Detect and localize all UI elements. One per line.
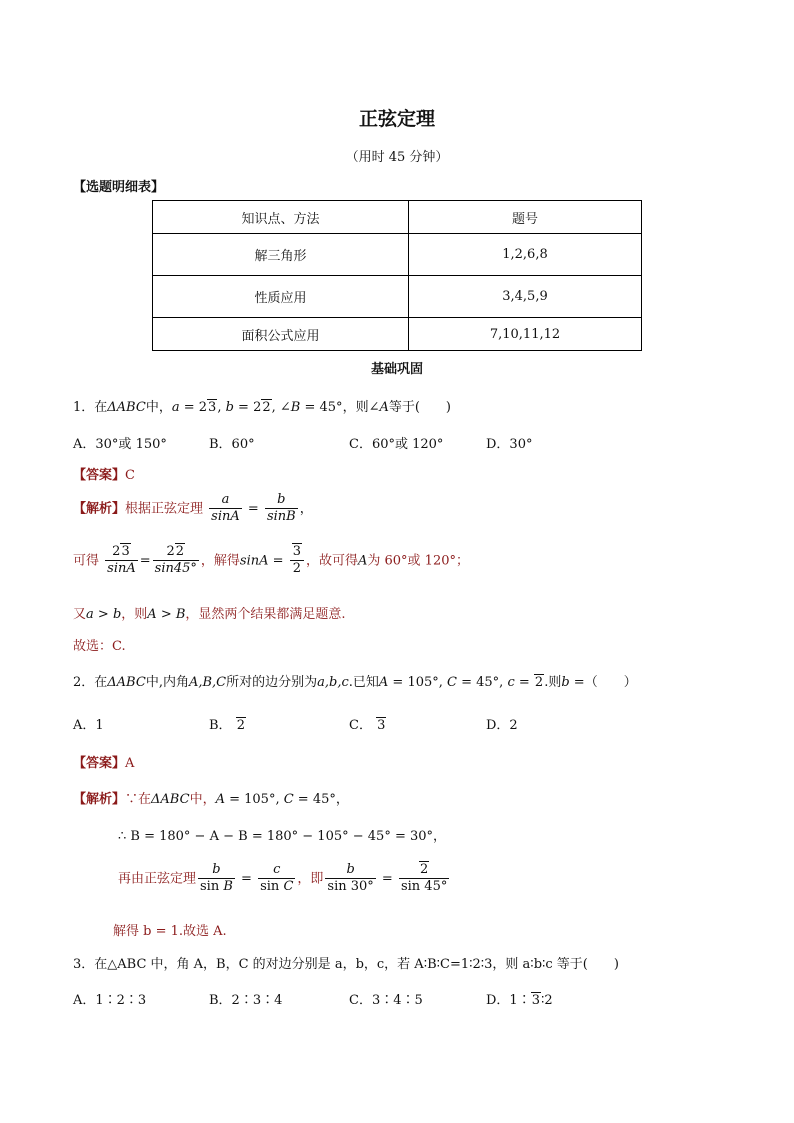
q1-stem: 1．在ΔABC中，a = 23, b = 22, ∠B = 45°，则∠A等于( ) (73, 400, 452, 415)
q1-option-d: D．30° (486, 437, 533, 452)
table-row (153, 276, 642, 318)
table-cell: 3,4,5,9 (409, 276, 642, 318)
table-cell: 面积公式应用 (153, 318, 409, 351)
q2-option-c: C． 3 (349, 718, 386, 733)
q3-option-c: C．3∶4∶5 (349, 993, 423, 1008)
q2-option-d: D．2 (486, 718, 518, 733)
q1-option-a: A．30°或 150° (73, 437, 167, 452)
q3-option-b: B．2∶3∶4 (209, 993, 283, 1008)
q3-option-a: A．1∶2∶3 (73, 993, 147, 1008)
section-heading: 基础巩固 (370, 362, 423, 377)
q1-analysis-line2: 可得 $\frac{23}{\sin A}$ = $\frac{22}{\sin 45^\circ}$ ，解得sinA = $\frac{3}{2}$ ，故可得A为 60°或 120°； (73, 544, 469, 577)
topic-table (152, 200, 642, 351)
q1-option-b: B．60° (209, 437, 255, 452)
q2-analysis-line4: 解得 b = 1.故选 A. (113, 924, 227, 939)
table-cell: 1,2,6,8 (409, 234, 642, 276)
table-header-row (153, 201, 642, 234)
q2-analysis-line2: ∴ B = 180° − A − B = 180° − 105° − 45° = 30°， (118, 829, 447, 844)
table-label: 【选题明细表】 (73, 180, 165, 195)
q3-option-d: D．1∶3∶2 (486, 993, 553, 1008)
q2-analysis-line1: 【解析】∵在ΔABC中，A = 105°, C = 45°， (73, 792, 349, 807)
table-cell: 性质应用 (153, 276, 409, 318)
q1-conclusion: 故选：C. (73, 639, 126, 654)
q2-option-b: B． 2 (209, 718, 245, 733)
q1-analysis-line1: 【解析】根据正弦定理 $\frac{a}{\sin A}$ = $\frac{b}{\sin B}$ ， (73, 492, 313, 525)
table-cell: 7,10,11,12 (409, 318, 642, 351)
q3-stem: 3．在△ABC 中，角 A，B，C 的对边分别是 a，b，c，若 A∶B∶C=1∶2∶3，则 a∶b∶c 等于( ) (73, 957, 619, 972)
page-title: 正弦定理 (358, 108, 435, 130)
q1-analysis-line3: 又a > b，则A > B，显然两个结果都满足题意. (73, 607, 346, 622)
q2-stem: 2．在ΔABC中,内角A,B,C所对的边分别为a,b,c.已知A = 105°, C = 45°, c = 2.则b =（ ） (73, 675, 637, 690)
q1-answer: 【答案】C (73, 468, 135, 483)
table-header-cell: 题号 (409, 201, 642, 234)
q1-option-c: C．60°或 120° (349, 437, 444, 452)
q2-option-a: A．1 (73, 718, 104, 733)
table-row (153, 318, 642, 351)
table-row (153, 234, 642, 276)
page-subtitle: （用时 45 分钟） (345, 150, 449, 165)
table-cell: 解三角形 (153, 234, 409, 276)
q2-analysis-line3: 再由正弦定理 $\frac{b}{\text{sin B}}$ = $\frac{c}{\text{sin C}}$ ，即 $\frac{b}{\sin 30^\circ}$ = $\frac{2}{\sin 45^\circ}$ (118, 862, 448, 895)
q2-answer: 【答案】A (73, 756, 135, 771)
table-header-cell: 知识点、方法 (153, 201, 409, 234)
